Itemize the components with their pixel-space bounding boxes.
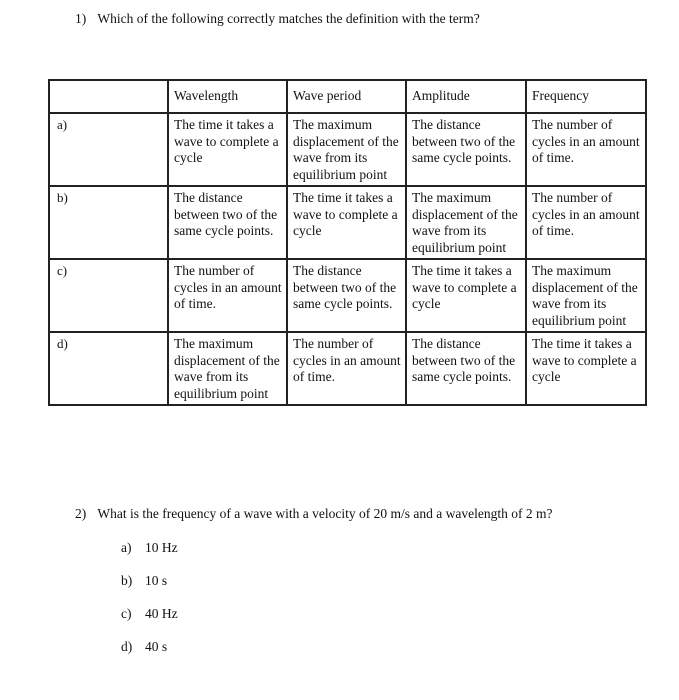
row-label: c) bbox=[49, 259, 168, 332]
table-row bbox=[49, 113, 646, 186]
answer-option-b bbox=[121, 573, 167, 589]
header-cell-amplitude: Amplitude bbox=[406, 80, 526, 113]
definitions-table bbox=[48, 79, 647, 406]
header-cell-wavelength: Wavelength bbox=[168, 80, 287, 113]
option-label: b) bbox=[121, 573, 133, 588]
answer-option-c bbox=[121, 606, 178, 622]
table-cell: The distance between two of the same cycle points. bbox=[406, 113, 526, 186]
option-label: d) bbox=[121, 639, 133, 654]
header-cell-wave-period: Wave period bbox=[287, 80, 406, 113]
table-cell: The maximum displacement of the wave from its equilibrium point bbox=[287, 113, 406, 186]
table-cell: The maximum displacement of the wave from its equilibrium point bbox=[526, 259, 646, 332]
option-text: 10 Hz bbox=[145, 540, 178, 555]
table-row bbox=[49, 259, 646, 332]
question-1-number: 1) bbox=[75, 11, 87, 26]
answer-option-d bbox=[121, 639, 167, 655]
table-cell: The maximum displacement of the wave from its equilibrium point bbox=[168, 332, 287, 405]
table-cell: The distance between two of the same cycle points. bbox=[168, 186, 287, 259]
table-cell: The maximum displacement of the wave from its equilibrium point bbox=[406, 186, 526, 259]
table-cell: The number of cycles in an amount of time. bbox=[526, 186, 646, 259]
question-2 bbox=[75, 506, 553, 522]
table-cell: The time it takes a wave to complete a cycle bbox=[526, 332, 646, 405]
table-row bbox=[49, 186, 646, 259]
table-cell: The time it takes a wave to complete a cycle bbox=[406, 259, 526, 332]
question-2-text: What is the frequency of a wave with a velocity of 20 m/s and a wavelength of 2 m? bbox=[97, 506, 553, 521]
table-row bbox=[49, 332, 646, 405]
table-cell: The time it takes a wave to complete a cycle bbox=[168, 113, 287, 186]
table-cell: The time it takes a wave to complete a cycle bbox=[287, 186, 406, 259]
table-cell: The number of cycles in an amount of time. bbox=[526, 113, 646, 186]
header-cell-empty bbox=[49, 80, 168, 113]
option-text: 40 Hz bbox=[145, 606, 178, 621]
table-cell: The distance between two of the same cycle points. bbox=[406, 332, 526, 405]
table-cell: The number of cycles in an amount of time. bbox=[287, 332, 406, 405]
question-1 bbox=[75, 11, 480, 27]
header-cell-frequency: Frequency bbox=[526, 80, 646, 113]
row-label: a) bbox=[49, 113, 168, 186]
table-cell: The distance between two of the same cycle points. bbox=[287, 259, 406, 332]
question-1-text: Which of the following correctly matches the definition with the term? bbox=[97, 11, 480, 26]
option-text: 40 s bbox=[145, 639, 168, 654]
row-label: d) bbox=[49, 332, 168, 405]
answer-option-a bbox=[121, 540, 178, 556]
row-label: b) bbox=[49, 186, 168, 259]
option-label: a) bbox=[121, 540, 132, 555]
option-text: 10 s bbox=[145, 573, 168, 588]
table-cell: The number of cycles in an amount of time. bbox=[168, 259, 287, 332]
question-2-number: 2) bbox=[75, 506, 87, 521]
option-label: c) bbox=[121, 606, 132, 621]
table-header-row bbox=[49, 80, 646, 113]
